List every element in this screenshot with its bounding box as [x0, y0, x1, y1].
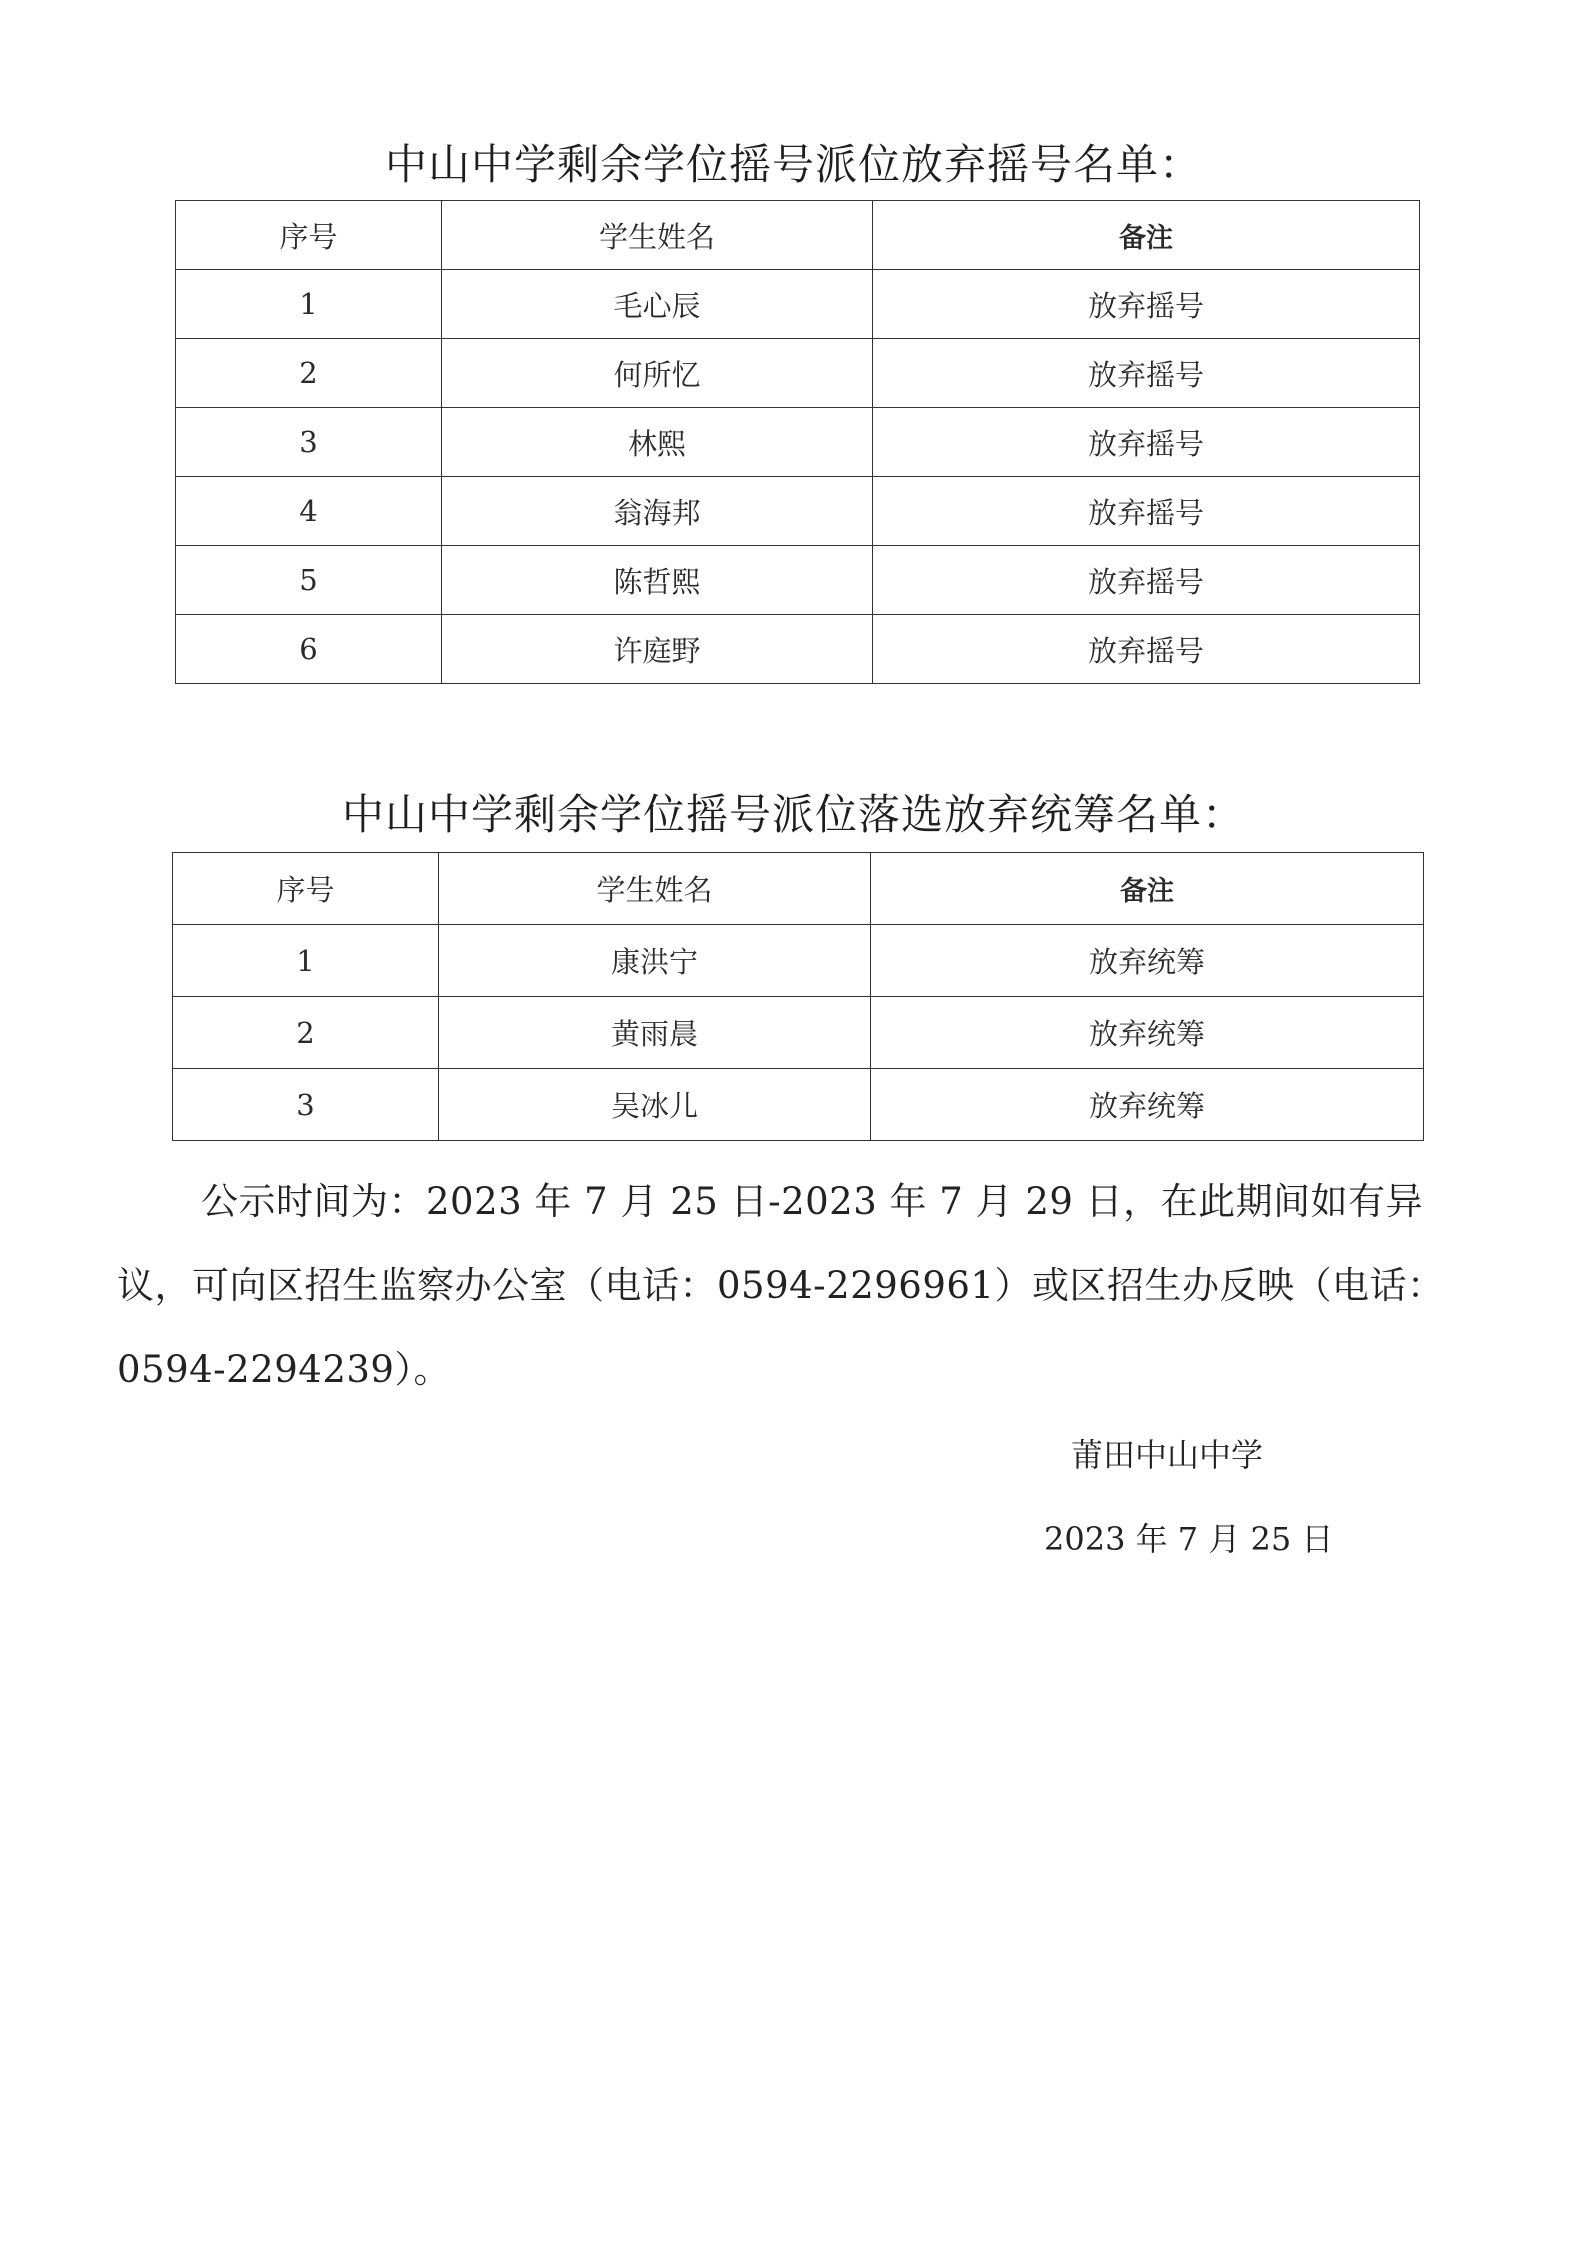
- row-student-name: 康洪宁: [439, 925, 871, 997]
- section2-title: 中山中学剩余学位摇号派位落选放弃统筹名单：: [341, 790, 1245, 839]
- notice-paragraph: [117, 1160, 1487, 1412]
- row-note: 放弃摇号: [873, 477, 1420, 546]
- row-student-name: 何所忆: [442, 339, 873, 408]
- row-index: 3: [173, 1069, 439, 1141]
- header-index: 序号: [173, 853, 439, 925]
- notice-text: 公示时间为：2023 年 7 月 25 日-2023 年 7 月 29 日，在此期间如有异议，可向区招生监察办公室（电话：0594-2296961）或区招生办反映（电话：0594-2294239）。: [117, 1180, 1445, 1391]
- table-row: [176, 615, 1420, 684]
- row-index: 4: [176, 477, 442, 546]
- row-note: 放弃统筹: [871, 997, 1424, 1069]
- row-index: 5: [176, 546, 442, 615]
- row-note: 放弃摇号: [873, 339, 1420, 408]
- row-note: 放弃摇号: [873, 546, 1420, 615]
- table-row: [176, 477, 1420, 546]
- row-index: 2: [173, 997, 439, 1069]
- row-index: 2: [176, 339, 442, 408]
- table-row: [176, 546, 1420, 615]
- table-row: [176, 270, 1420, 339]
- header-note: 备注: [873, 201, 1420, 270]
- row-student-name: 毛心辰: [442, 270, 873, 339]
- header-student-name: 学生姓名: [439, 853, 871, 925]
- row-note: 放弃摇号: [873, 615, 1420, 684]
- abandon-lottery-table: [175, 200, 1420, 684]
- table-row: [173, 925, 1424, 997]
- row-note: 放弃摇号: [873, 408, 1420, 477]
- row-student-name: 翁海邦: [442, 477, 873, 546]
- signature-org: 莆田中山中学: [1071, 1436, 1264, 1474]
- table-header-row: [176, 201, 1420, 270]
- table-row: [176, 339, 1420, 408]
- row-student-name: 吴冰儿: [439, 1069, 871, 1141]
- header-student-name: 学生姓名: [442, 201, 873, 270]
- row-index: 1: [173, 925, 439, 997]
- row-student-name: 许庭野: [442, 615, 873, 684]
- row-student-name: 陈哲熙: [442, 546, 873, 615]
- table-row: [173, 997, 1424, 1069]
- header-note: 备注: [871, 853, 1424, 925]
- row-note: 放弃摇号: [873, 270, 1420, 339]
- row-note: 放弃统筹: [871, 1069, 1424, 1141]
- section1-title: 中山中学剩余学位摇号派位放弃摇号名单：: [384, 140, 1202, 189]
- table-row: [173, 1069, 1424, 1141]
- row-index: 3: [176, 408, 442, 477]
- abandon-coordination-table: [172, 852, 1424, 1141]
- header-index: 序号: [176, 201, 442, 270]
- row-student-name: 黄雨晨: [439, 997, 871, 1069]
- row-student-name: 林熙: [442, 408, 873, 477]
- row-index: 1: [176, 270, 442, 339]
- table-row: [176, 408, 1420, 477]
- row-index: 6: [176, 615, 442, 684]
- signature-date: 2023 年 7 月 25 日: [1044, 1520, 1334, 1558]
- table-header-row: [173, 853, 1424, 925]
- row-note: 放弃统筹: [871, 925, 1424, 997]
